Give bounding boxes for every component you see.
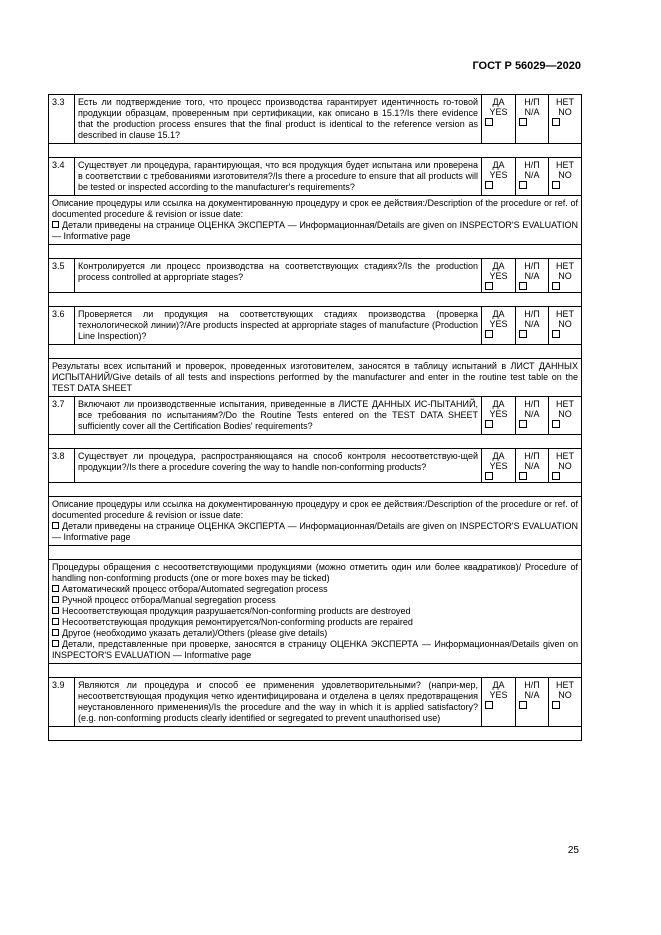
option-details bbox=[52, 639, 578, 661]
na-ru-label: Н/П bbox=[524, 261, 540, 271]
question-number: 3.9 bbox=[49, 678, 75, 727]
yes-checkbox[interactable] bbox=[485, 282, 493, 290]
option-text: Ручной процесс отбора/Manual segregation process bbox=[62, 595, 276, 605]
no-ru-label: НЕТ bbox=[556, 97, 574, 107]
na-en-label: N/A bbox=[524, 271, 540, 281]
no-checkbox[interactable] bbox=[552, 118, 560, 126]
option-repaired bbox=[52, 617, 578, 628]
answer-no bbox=[549, 158, 582, 196]
comment-cell[interactable] bbox=[49, 144, 582, 158]
na-en-label: N/A bbox=[524, 107, 540, 117]
question-row-3-3 bbox=[49, 95, 582, 144]
question-text: Проверяется ли продукция на соответствующих стадиях производства (проверка технологической линии)?/Are products inspected at appropriate stages of manufacture (Production Line Inspection)? bbox=[75, 307, 482, 345]
option-text: Другое (необходимо указать детали)/Others (please give details) bbox=[62, 628, 328, 638]
no-ru-label: НЕТ bbox=[556, 261, 574, 271]
na-en-label: N/A bbox=[524, 461, 540, 471]
answer-no bbox=[549, 397, 582, 435]
question-text: Есть ли подтверждение того, что процесс производства гарантирует идентичность го-товой продукции образцам, проверенным при сертификации, как описано в 15.1?/Is there evidence that the production process ensures that the final product is identical to the reference version as described in clause 15.1? bbox=[75, 95, 482, 144]
yes-ru-label: ДА bbox=[492, 680, 505, 690]
answer-no bbox=[549, 449, 582, 483]
answer-na bbox=[516, 259, 549, 293]
comment-cell[interactable] bbox=[49, 546, 582, 560]
checklist-table bbox=[48, 94, 582, 741]
description-row-1 bbox=[49, 196, 582, 245]
comment-row[interactable] bbox=[49, 144, 582, 158]
question-row-3-9 bbox=[49, 678, 582, 727]
answer-yes bbox=[482, 449, 516, 483]
question-text: Существует ли процедура, распространяющаяся на способ контроля несоответствую-щей продукции?/Is there a procedure covering the way to handle non-conforming products? bbox=[75, 449, 482, 483]
comment-row[interactable] bbox=[49, 727, 582, 741]
na-checkbox[interactable] bbox=[519, 282, 527, 290]
answer-na bbox=[516, 397, 549, 435]
yes-en-label: YES bbox=[489, 107, 508, 117]
comment-row[interactable] bbox=[49, 293, 582, 307]
description-text: Описание процедуры или ссылка на документированную процедуру и срок ее действия:/Description of the procedure or ref. of documented procedure & revision or issue date: bbox=[52, 198, 578, 219]
comment-cell[interactable] bbox=[49, 664, 582, 678]
yes-ru-label: ДА bbox=[492, 451, 505, 461]
option-others bbox=[52, 628, 578, 639]
option-destroyed bbox=[52, 606, 578, 617]
question-row-3-8 bbox=[49, 449, 582, 483]
no-ru-label: НЕТ bbox=[556, 160, 574, 170]
question-row-3-5 bbox=[49, 259, 582, 293]
comment-cell[interactable] bbox=[49, 435, 582, 449]
option-text: Несоответствующая продукция ремонтируется/Non-conforming products are repaired bbox=[62, 617, 413, 627]
na-checkbox[interactable] bbox=[519, 118, 527, 126]
results-note: Результаты всех испытаний и проверок, проведенных изготовителем, заносятся в таблицу испытаний в ЛИСТ ДАННЫХ ИСПЫТАНИЙ/Give details of all tests and inspections performed by the manufacturer and enter in the routine test table on the TEST DATA SHEET bbox=[49, 359, 582, 397]
answer-na bbox=[516, 158, 549, 196]
yes-checkbox[interactable] bbox=[485, 701, 493, 709]
no-ru-label: НЕТ bbox=[556, 451, 574, 461]
answer-no bbox=[549, 307, 582, 345]
no-checkbox[interactable] bbox=[552, 330, 560, 338]
question-row-3-7 bbox=[49, 397, 582, 435]
comment-row[interactable] bbox=[49, 546, 582, 560]
comment-cell[interactable] bbox=[49, 727, 582, 741]
yes-ru-label: ДА bbox=[492, 97, 505, 107]
no-ru-label: НЕТ bbox=[556, 309, 574, 319]
nonconforming-intro: Процедуры обращения с несоответствующими продукциями (можно отметить один или более квадратиков)/ Procedure of handling non-conforming products (one or more boxes may be ticked) bbox=[52, 562, 578, 583]
question-text: Контролируется ли процесс производства на соответствующих стадиях?/Is the production process controlled at appropriate stages? bbox=[75, 259, 482, 293]
no-checkbox[interactable] bbox=[552, 282, 560, 290]
question-text: Существует ли процедура, гарантирующая, что вся продукция будет испытана или проверена в соответствии с требованиями изготовителя?/Is there a procedure to ensure that all products will be tested or inspected according to the manufacturer's requirements? bbox=[75, 158, 482, 196]
comment-row[interactable] bbox=[49, 345, 582, 359]
yes-checkbox[interactable] bbox=[485, 330, 493, 338]
no-checkbox[interactable] bbox=[552, 701, 560, 709]
option-checkbox[interactable] bbox=[52, 618, 59, 625]
details-option bbox=[52, 521, 578, 543]
na-checkbox[interactable] bbox=[519, 701, 527, 709]
answer-na bbox=[516, 95, 549, 144]
answer-no bbox=[549, 95, 582, 144]
option-text: Автоматический процесс отбора/Automated segregation process bbox=[62, 584, 328, 594]
comment-cell[interactable] bbox=[49, 245, 582, 259]
no-ru-label: НЕТ bbox=[556, 680, 574, 690]
page-number: 25 bbox=[567, 845, 579, 856]
na-checkbox[interactable] bbox=[519, 330, 527, 338]
no-en-label: NO bbox=[558, 170, 572, 180]
comment-cell[interactable] bbox=[49, 293, 582, 307]
description-cell bbox=[49, 497, 582, 546]
yes-ru-label: ДА bbox=[492, 309, 505, 319]
no-en-label: NO bbox=[558, 690, 572, 700]
nonconforming-row bbox=[49, 560, 582, 664]
yes-ru-label: ДА bbox=[492, 160, 505, 170]
answer-na bbox=[516, 307, 549, 345]
yes-checkbox[interactable] bbox=[485, 472, 493, 480]
comment-row[interactable] bbox=[49, 435, 582, 449]
no-en-label: NO bbox=[558, 461, 572, 471]
na-ru-label: Н/П bbox=[524, 399, 540, 409]
yes-en-label: YES bbox=[489, 170, 508, 180]
no-checkbox[interactable] bbox=[552, 181, 560, 189]
description-cell bbox=[49, 196, 582, 245]
yes-checkbox[interactable] bbox=[485, 118, 493, 126]
yes-en-label: YES bbox=[489, 271, 508, 281]
answer-yes bbox=[482, 95, 516, 144]
answer-no bbox=[549, 259, 582, 293]
nonconforming-cell bbox=[49, 560, 582, 664]
option-automated bbox=[52, 584, 578, 595]
details-checkbox[interactable] bbox=[52, 522, 59, 529]
answer-no bbox=[549, 678, 582, 727]
details-checkbox[interactable] bbox=[52, 221, 59, 228]
question-number: 3.7 bbox=[49, 397, 75, 435]
na-en-label: N/A bbox=[524, 170, 540, 180]
na-en-label: N/A bbox=[524, 319, 540, 329]
question-number: 3.3 bbox=[49, 95, 75, 144]
yes-checkbox[interactable] bbox=[485, 181, 493, 189]
answer-yes bbox=[482, 397, 516, 435]
answer-yes bbox=[482, 158, 516, 196]
no-en-label: NO bbox=[558, 319, 572, 329]
yes-en-label: YES bbox=[489, 319, 508, 329]
option-checkbox[interactable] bbox=[52, 607, 59, 614]
details-text: Детали приведены на странице ОЦЕНКА ЭКСПЕРТА — Информационная/Details are given on INSPECTOR'S EVALUATION — Informative page bbox=[52, 220, 578, 241]
yes-ru-label: ДА bbox=[492, 261, 505, 271]
question-number: 3.6 bbox=[49, 307, 75, 345]
na-en-label: N/A bbox=[524, 409, 540, 419]
details-option bbox=[52, 220, 578, 242]
question-text: Включают ли производственные испытания, приведенные в ЛИСТЕ ДАННЫХ ИС-ПЫТАНИЙ, все требования по испытаниям?/Do the Routine Tests entered on the TEST DATA SHEET sufficiently cover all the Certification Bodies' requirements? bbox=[75, 397, 482, 435]
na-ru-label: Н/П bbox=[524, 680, 540, 690]
option-checkbox[interactable] bbox=[52, 596, 59, 603]
na-checkbox[interactable] bbox=[519, 420, 527, 428]
question-row-3-4 bbox=[49, 158, 582, 196]
na-en-label: N/A bbox=[524, 690, 540, 700]
na-ru-label: Н/П bbox=[524, 97, 540, 107]
standard-code: ГОСТ Р 56029—2020 bbox=[472, 60, 581, 72]
comment-row[interactable] bbox=[49, 664, 582, 678]
question-row-3-6 bbox=[49, 307, 582, 345]
comment-row[interactable] bbox=[49, 245, 582, 259]
description-row-2 bbox=[49, 497, 582, 546]
no-en-label: NO bbox=[558, 271, 572, 281]
yes-checkbox[interactable] bbox=[485, 420, 493, 428]
no-checkbox[interactable] bbox=[552, 420, 560, 428]
answer-na bbox=[516, 678, 549, 727]
yes-en-label: YES bbox=[489, 409, 508, 419]
question-number: 3.5 bbox=[49, 259, 75, 293]
comment-row[interactable] bbox=[49, 483, 582, 497]
no-en-label: NO bbox=[558, 107, 572, 117]
comment-cell[interactable] bbox=[49, 483, 582, 497]
na-ru-label: Н/П bbox=[524, 309, 540, 319]
question-number: 3.8 bbox=[49, 449, 75, 483]
answer-yes bbox=[482, 678, 516, 727]
no-checkbox[interactable] bbox=[552, 472, 560, 480]
option-text: Несоответствующая продукция разрушается/Non-conforming products are destroyed bbox=[62, 606, 411, 616]
na-checkbox[interactable] bbox=[519, 181, 527, 189]
option-checkbox[interactable] bbox=[52, 585, 59, 592]
yes-en-label: YES bbox=[489, 690, 508, 700]
answer-na bbox=[516, 449, 549, 483]
question-number: 3.4 bbox=[49, 158, 75, 196]
option-manual bbox=[52, 595, 578, 606]
na-ru-label: Н/П bbox=[524, 160, 540, 170]
na-ru-label: Н/П bbox=[524, 451, 540, 461]
yes-en-label: YES bbox=[489, 461, 508, 471]
no-ru-label: НЕТ bbox=[556, 399, 574, 409]
answer-yes bbox=[482, 307, 516, 345]
option-checkbox[interactable] bbox=[52, 629, 59, 636]
answer-yes bbox=[482, 259, 516, 293]
no-en-label: NO bbox=[558, 409, 572, 419]
option-checkbox[interactable] bbox=[52, 640, 59, 647]
description-text: Описание процедуры или ссылка на документированную процедуру и срок ее действия:/Description of the procedure or ref. of documented procedure & revision or issue date: bbox=[52, 499, 578, 520]
comment-cell[interactable] bbox=[49, 345, 582, 359]
option-text: Детали, представленные при проверке, заносятся в страницу ОЦЕНКА ЭКСПЕРТА — Информационная/Details given on INSPECTOR'S EVALUATION — Informative page bbox=[52, 639, 578, 660]
details-text: Детали приведены на странице ОЦЕНКА ЭКСПЕРТА — Информационная/Details are given on INSPECTOR'S EVALUATION — Informative page bbox=[52, 521, 578, 542]
na-checkbox[interactable] bbox=[519, 472, 527, 480]
question-text: Являются ли процедура и способ ее применения удовлетворительными? (напри-мер, несоответствующая продукция четко идентифицирована и отделена в целях предотвращения неустановленного применения)/Is the procedure and the way in which it is applied satisfactory? (e.g. non-conforming products clearly identified or segregated to prevent unauthorised use) bbox=[75, 678, 482, 727]
results-note-row bbox=[49, 359, 582, 397]
yes-ru-label: ДА bbox=[492, 399, 505, 409]
